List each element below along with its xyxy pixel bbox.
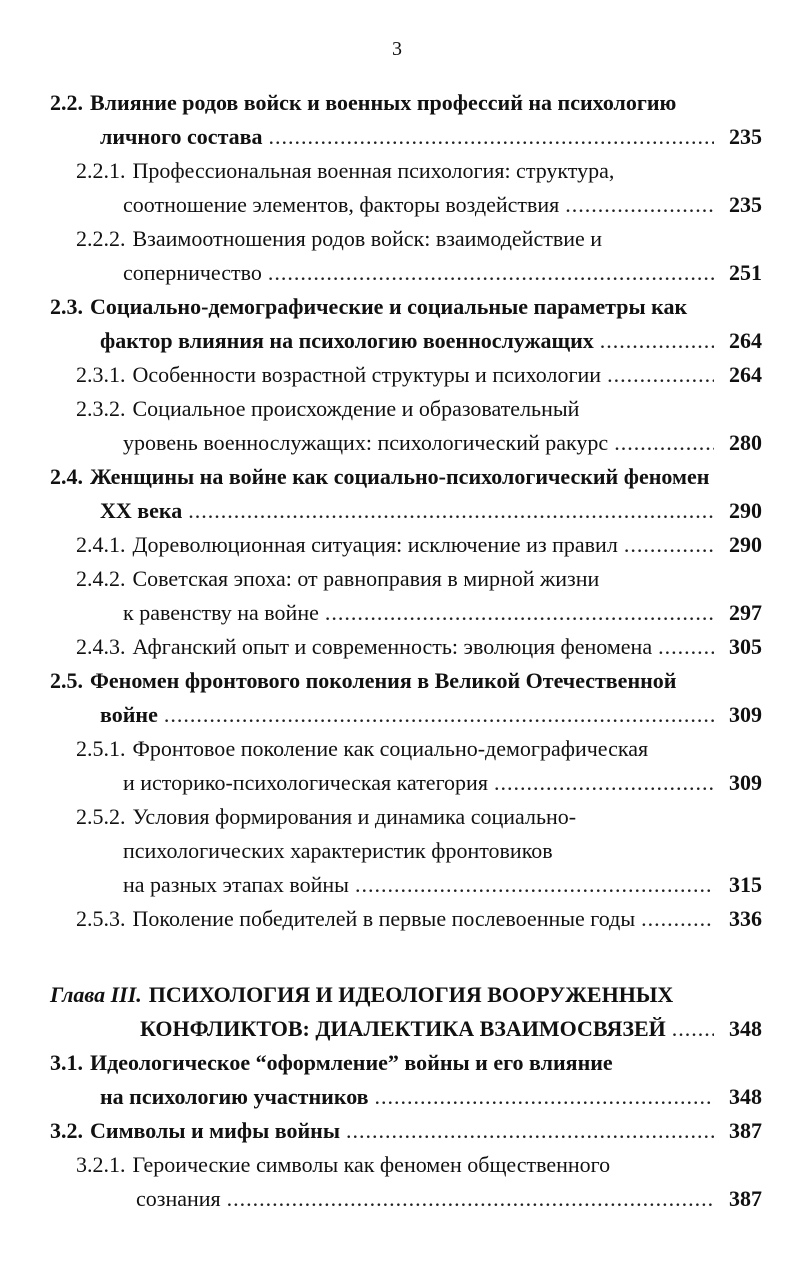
toc-entry-title [76, 630, 652, 664]
toc-entry-title [50, 1114, 340, 1148]
toc-page-number: 251 [729, 260, 762, 285]
toc-entry-number: 3.1. [50, 1050, 83, 1075]
table-of-contents [50, 86, 762, 1216]
toc-entry-title: Идеологическое “оформление” войны и его влияние [90, 1050, 613, 1075]
toc-entry-2-5-1-line2[interactable] [50, 766, 762, 800]
toc-entry-2-5-2-line1 [50, 800, 762, 834]
toc-entry-title: фактор влияния на психологию военнослужащих [100, 328, 594, 353]
toc-entry-title: XX века [100, 498, 183, 523]
toc-entry-number: 2.3.2. [76, 396, 126, 421]
toc-entry-number: 3.2.1. [76, 1152, 126, 1177]
toc-entry-2-4-line1 [50, 460, 762, 494]
toc-entry-2-2-1-line1 [50, 154, 762, 188]
toc-entry-2-4-1[interactable] [50, 528, 762, 562]
toc-entry-number: 2.5.2. [76, 804, 126, 829]
toc-entry-3-1-line1 [50, 1046, 762, 1080]
toc-entry-2-4-2-line2[interactable] [50, 596, 762, 630]
dot-leader [164, 698, 714, 732]
toc-entry-title-text: Дореволюционная ситуация: исключение из правил [132, 532, 618, 557]
toc-entry-number: 2.2.1. [76, 158, 126, 183]
toc-chapter-title: КОНФЛИКТОВ: ДИАЛЕКТИКА ВЗАИМОСВЯЗЕЙ [140, 1016, 666, 1041]
toc-chapter-label: Глава III. [50, 982, 142, 1007]
toc-entry-title-text: Символы и мифы войны [90, 1118, 341, 1143]
toc-page-number: 315 [729, 872, 762, 897]
dot-leader [355, 868, 714, 902]
toc-page-number: 235 [729, 192, 762, 217]
toc-entry-title: Влияние родов войск и военных профессий на психологию [90, 90, 677, 115]
toc-entry-2-5-2-line2 [50, 834, 762, 868]
toc-page-number: 387 [729, 1118, 762, 1143]
toc-entry-2-3-1[interactable] [50, 358, 762, 392]
toc-page-number: 348 [729, 1084, 762, 1109]
toc-entry-2-5-line1 [50, 664, 762, 698]
toc-entry-3-2[interactable] [50, 1114, 762, 1148]
toc-page-number: 290 [729, 498, 762, 523]
toc-entry-number: 2.5. [50, 668, 83, 693]
dot-leader [607, 358, 714, 392]
toc-entry-title: Фронтовое поколение как социально-демографическая [132, 736, 649, 761]
toc-entry-title: Взаимоотношения родов войск: взаимодействие и [132, 226, 603, 251]
dot-leader [269, 120, 714, 154]
toc-page-number: 264 [729, 362, 762, 387]
toc-entry-number: 2.5.1. [76, 736, 126, 761]
toc-entry-number: 2.5.3. [76, 906, 126, 931]
toc-entry-2-2-1-line2[interactable] [50, 188, 762, 222]
dot-leader [600, 324, 714, 358]
dot-leader [672, 1012, 714, 1046]
toc-entry-title [76, 528, 618, 562]
toc-chapter-title: ПСИХОЛОГИЯ И ИДЕОЛОГИЯ ВООРУЖЕННЫХ [148, 982, 674, 1007]
toc-entry-2-2-line1 [50, 86, 762, 120]
dot-leader [614, 426, 714, 460]
toc-chapter-3-line1 [50, 978, 762, 1012]
toc-entry-title: к равенству на войне [123, 600, 319, 625]
toc-entry-title: Социальное происхождение и образовательный [132, 396, 580, 421]
toc-entry-title [76, 358, 601, 392]
toc-entry-number: 2.2. [50, 90, 83, 115]
toc-entry-title: личного состава [100, 124, 263, 149]
toc-entry-2-2-line2[interactable] [50, 120, 762, 154]
toc-entry-number: 2.4.1. [76, 532, 126, 557]
toc-entry-2-3-2-line2[interactable] [50, 426, 762, 460]
toc-entry-number: 2.4. [50, 464, 83, 489]
toc-entry-3-1-line2[interactable] [50, 1080, 762, 1114]
toc-entry-title: на разных этапах войны [123, 872, 349, 897]
toc-entry-2-3-line2[interactable] [50, 324, 762, 358]
dot-leader [375, 1080, 714, 1114]
dot-leader [227, 1182, 714, 1216]
toc-entry-2-5-1-line1 [50, 732, 762, 766]
toc-page-number: 235 [729, 124, 762, 149]
toc-page-number: 387 [729, 1186, 762, 1211]
toc-entry-2-4-2-line1 [50, 562, 762, 596]
toc-entry-title-text: Афганский опыт и современность: эволюция феномена [132, 634, 653, 659]
toc-entry-title: сознания [136, 1186, 221, 1211]
toc-entry-number: 2.3.1. [76, 362, 126, 387]
dot-leader [624, 528, 714, 562]
toc-entry-2-3-2-line1 [50, 392, 762, 426]
toc-entry-title: соперничество [123, 260, 262, 285]
toc-entry-title-text: Поколение победителей в первые послевоенные годы [132, 906, 636, 931]
toc-page-number: 309 [729, 702, 762, 727]
toc-entry-title: на психологию участников [100, 1084, 369, 1109]
dot-leader [325, 596, 714, 630]
toc-entry-title-text: Особенности возрастной структуры и психологии [132, 362, 602, 387]
toc-entry-2-5-2-line3[interactable] [50, 868, 762, 902]
toc-page-number: 264 [729, 328, 762, 353]
dot-leader [641, 902, 714, 936]
toc-entry-title: Феномен фронтового поколения в Великой Отечественной [90, 668, 677, 693]
toc-entry-2-5-3[interactable] [50, 902, 762, 936]
toc-entry-number: 2.4.3. [76, 634, 126, 659]
toc-entry-title: уровень военнослужащих: психологический ракурс [123, 430, 609, 455]
toc-entry-title: психологических характеристик фронтовиков [123, 838, 553, 863]
dot-leader [658, 630, 714, 664]
toc-entry-title: Условия формирования и динамика социально- [132, 804, 577, 829]
toc-page-number: 348 [729, 1016, 762, 1041]
toc-page-number: 309 [729, 770, 762, 795]
toc-entry-2-5-line2[interactable] [50, 698, 762, 732]
toc-entry-3-2-1-line2[interactable] [50, 1182, 762, 1216]
dot-leader [188, 494, 714, 528]
toc-entry-number: 3.2. [50, 1118, 83, 1143]
toc-entry-title: Героические символы как феномен общественного [132, 1152, 611, 1177]
toc-entry-3-2-1-line1 [50, 1148, 762, 1182]
toc-entry-2-3-line1 [50, 290, 762, 324]
toc-chapter-3-line2[interactable] [50, 1012, 762, 1046]
toc-entry-number: 2.3. [50, 294, 83, 319]
page-number: 3 [392, 38, 402, 60]
dot-leader [565, 188, 714, 222]
toc-entry-number: 2.4.2. [76, 566, 126, 591]
toc-entry-title: соотношение элементов, факторы воздействия [123, 192, 560, 217]
dot-leader [494, 766, 714, 800]
toc-entry-title [76, 902, 635, 936]
toc-entry-2-4-3[interactable] [50, 630, 762, 664]
toc-entry-title: войне [100, 702, 158, 727]
dot-leader [268, 256, 714, 290]
toc-entry-number: 2.2.2. [76, 226, 126, 251]
toc-entry-title: Профессиональная военная психология: структура, [132, 158, 615, 183]
toc-page-number: 336 [729, 906, 762, 931]
section-gap [50, 936, 762, 978]
toc-entry-title: Советская эпоха: от равноправия в мирной жизни [132, 566, 600, 591]
toc-page-number: 297 [729, 600, 762, 625]
toc-entry-2-4-line2[interactable] [50, 494, 762, 528]
toc-entry-2-2-2-line2[interactable] [50, 256, 762, 290]
toc-page-number: 305 [729, 634, 762, 659]
dot-leader [346, 1114, 714, 1148]
toc-page-number: 290 [729, 532, 762, 557]
toc-entry-title: Женщины на войне как социально-психологический феномен [90, 464, 710, 489]
toc-entry-2-2-2-line1 [50, 222, 762, 256]
toc-page-number: 280 [729, 430, 762, 455]
toc-entry-title: и историко-психологическая категория [123, 770, 488, 795]
toc-entry-title: Социально-демографические и социальные параметры как [90, 294, 688, 319]
